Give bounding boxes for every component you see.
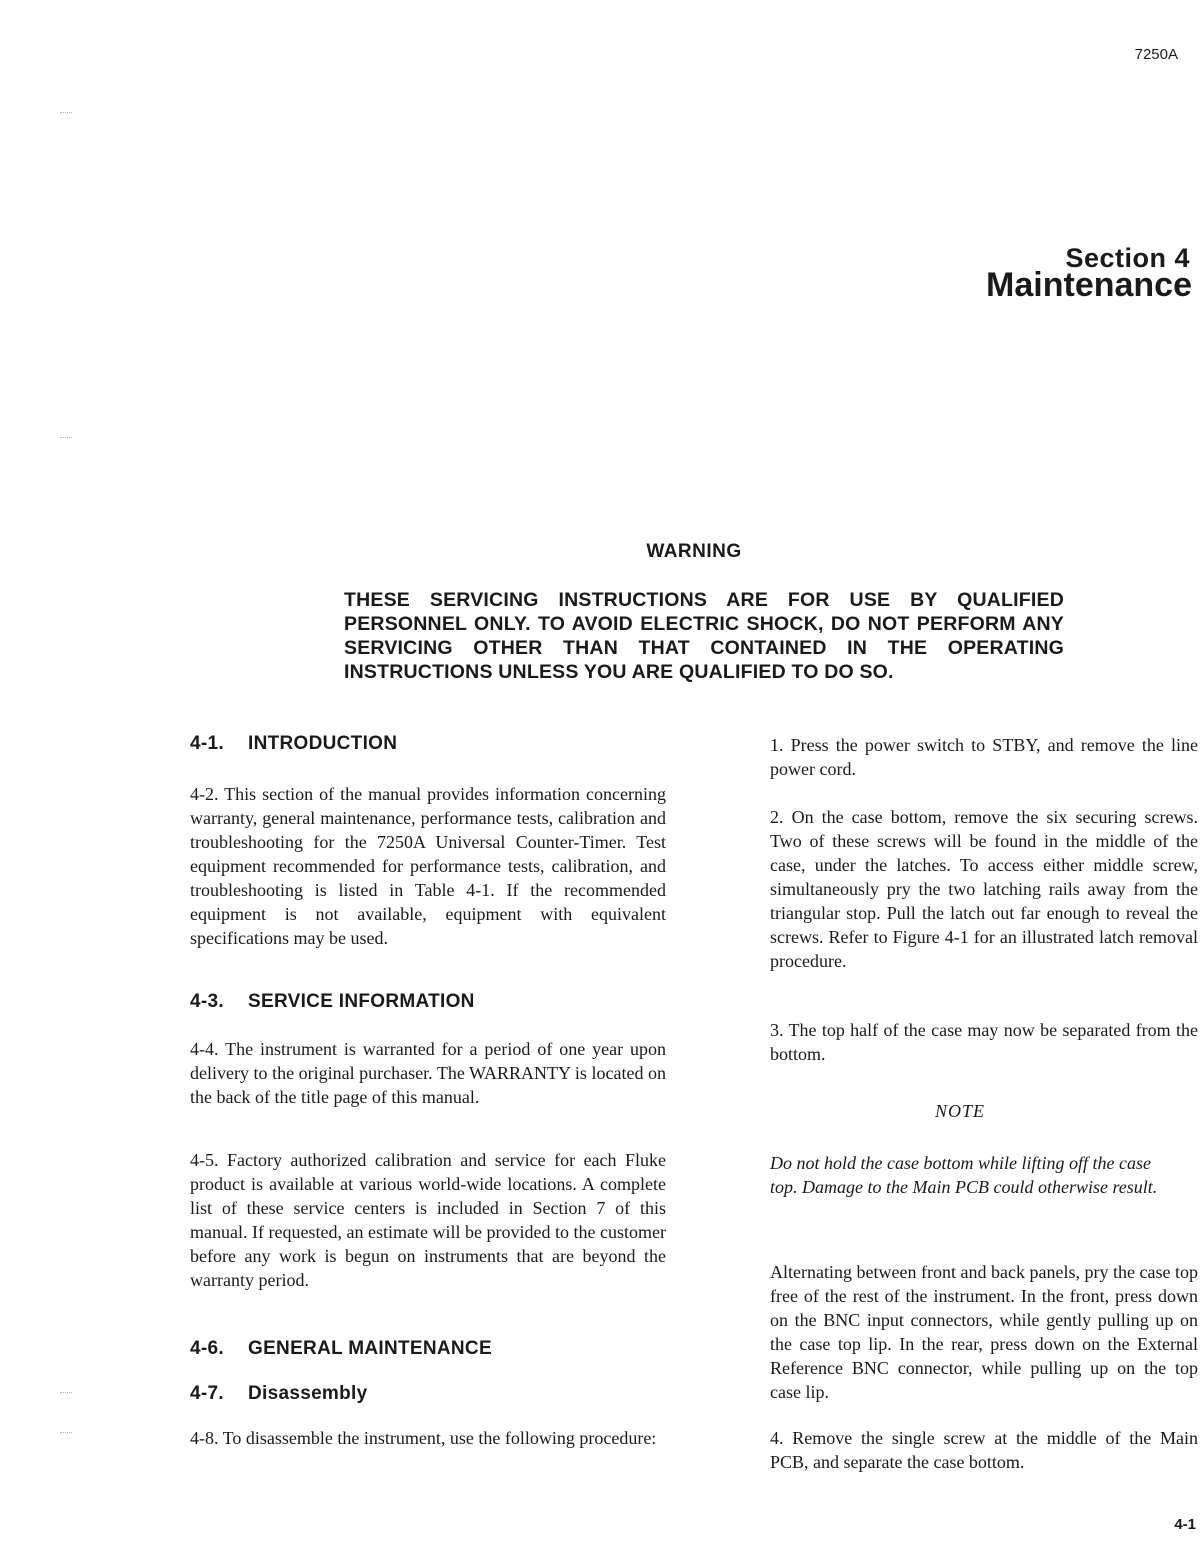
paragraph-4-4: 4-4. The instrument is warranted for a period of one year upon delivery to the original purchaser. The WARRANTY is located on the back of the title page of this manual. <box>190 1039 666 1107</box>
heading-number: 4-3. <box>190 991 224 1012</box>
step-3: 3. The top half of the case may now be separated from the bottom. <box>770 1020 1198 1064</box>
page-number: 4-1 <box>1174 1516 1196 1533</box>
warning-heading: WARNING <box>646 541 742 562</box>
model-number: 7250A <box>1134 46 1178 63</box>
heading-title: GENERAL MAINTENANCE <box>248 1338 492 1359</box>
heading-title: SERVICE INFORMATION <box>248 991 475 1012</box>
heading-number: 4-6. <box>190 1338 224 1359</box>
step-4: 4. Remove the single screw at the middle of the Main PCB, and separate the case bottom. <box>770 1428 1198 1472</box>
heading-title: Disassembly <box>248 1383 368 1404</box>
scan-mark <box>60 112 72 113</box>
note-label: NOTE <box>934 1101 985 1121</box>
alternating-paragraph: Alternating between front and back panels, pry the case top free of the rest of the instrument. In the front, press down on the BNC input connectors, while gently pulling up on the case top lip. In the rear, press down on the External Reference BNC connector, while pulling up on the top case lip. <box>770 1262 1198 1402</box>
scan-mark <box>60 1432 72 1433</box>
heading-service-information <box>190 991 666 1013</box>
paragraph-4-2: 4-2. This section of the manual provides information concerning warranty, general maintenance, performance tests, calibration and troubleshooting for the 7250A Universal Counter-Timer. Test equipment recommended for performance tests, calibration, and troubleshooting is listed in Table 4-1. If the recommended equipment is not available, equipment with equivalent specifications may be used. <box>190 784 666 948</box>
step-2: 2. On the case bottom, remove the six securing screws. Two of these screws will be found in the middle of the case, under the latches. To access either middle screw, simultaneously pry the two latching rails away from the triangular stop. Pull the latch out far enough to reveal the screws. Refer to Figure 4-1 for an illustrated latch removal procedure. <box>770 807 1198 971</box>
heading-number: 4-7. <box>190 1383 224 1404</box>
warning-text: THESE SERVICING INSTRUCTIONS ARE FOR USE BY QUALIFIED PERSONNEL ONLY. TO AVOID ELECTRIC SHOCK, DO NOT PERFORM ANY SERVICING OTHER THAN THAT CONTAINED IN THE OPERATING INSTRUCTIONS UNLESS YOU ARE QUALIFIED TO DO SO. <box>344 589 1064 683</box>
note-text: Do not hold the case bottom while lifting off the case top. Damage to the Main PCB could otherwise result. <box>770 1153 1158 1197</box>
scan-mark <box>60 437 72 438</box>
heading-number: 4-1. <box>190 733 224 754</box>
heading-disassembly <box>190 1383 666 1405</box>
paragraph-4-5: 4-5. Factory authorized calibration and service for each Fluke product is available at various world-wide locations. A complete list of these service centers is included in Section 7 of this manual. If requested, an estimate will be provided to the customer before any work is begun on instruments that are beyond the warranty period. <box>190 1150 666 1290</box>
paragraph-4-8: 4-8. To disassemble the instrument, use the following procedure: <box>190 1428 657 1448</box>
heading-introduction <box>190 733 666 755</box>
scan-mark <box>60 1392 72 1393</box>
heading-title: INTRODUCTION <box>248 733 398 754</box>
section-title: Maintenance <box>986 266 1192 304</box>
heading-general-maintenance <box>190 1338 666 1360</box>
section-label: Section 4 <box>1065 243 1190 273</box>
step-1: 1. Press the power switch to STBY, and remove the line power cord. <box>770 735 1198 779</box>
